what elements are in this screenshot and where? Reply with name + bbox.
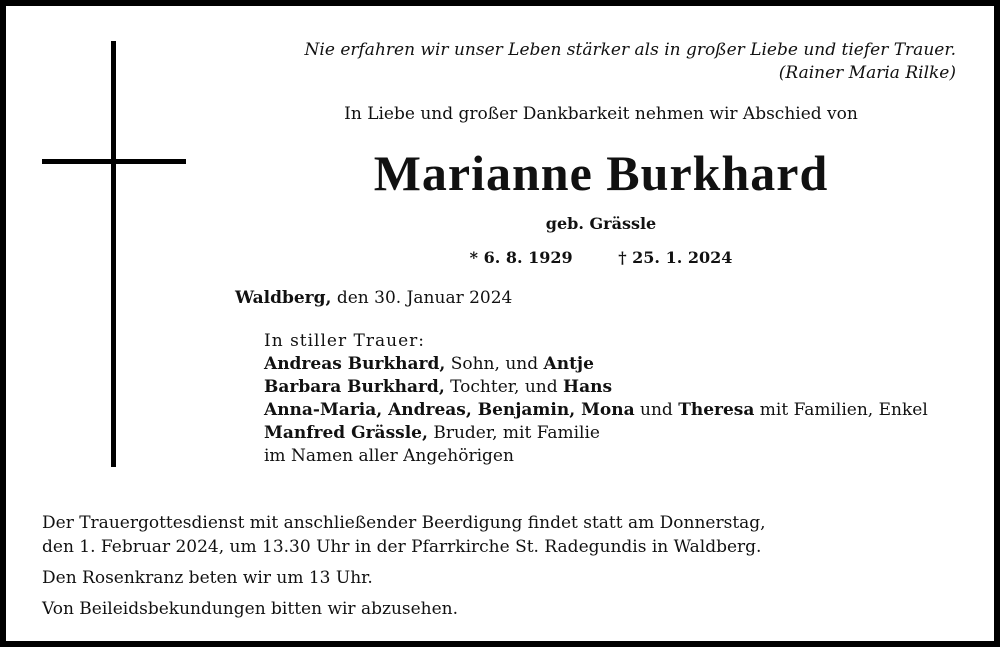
intro-text: In Liebe und großer Dankbarkeit nehmen wir Abschied von — [344, 104, 858, 124]
birth-date: * 6. 8. 1929 — [469, 248, 573, 267]
quote-block — [305, 39, 956, 85]
quote-text: Nie erfahren wir unser Leben stärker als in großer Liebe und tiefer Trauer. — [304, 40, 956, 60]
place-date-line — [235, 288, 512, 308]
mourner-row — [264, 353, 928, 376]
quote-author: (Rainer Maria Rilke) — [778, 63, 956, 83]
service-info — [42, 511, 766, 621]
maiden-name: geb. Grässle — [545, 214, 657, 233]
mourners-heading: In stiller Trauer: — [264, 331, 425, 351]
condolences-line: Von Beileidsbekundungen bitten wir abzusehen. — [42, 599, 459, 619]
mourner-name: Barbara Burkhard, — [264, 377, 445, 397]
mourner-partner: Antje — [543, 354, 594, 374]
place: Waldberg, — [235, 288, 332, 308]
death-date: † 25. 1. 2024 — [618, 248, 733, 267]
cross-vertical-bar — [111, 41, 116, 467]
mourner-name: Manfred Grässle, — [264, 423, 428, 443]
mourners-block — [264, 330, 928, 468]
mourner-row — [264, 399, 928, 422]
mourner-connector: und — [634, 400, 679, 420]
cross-horizontal-bar — [42, 159, 186, 164]
mourner-name: Andreas Burkhard, — [264, 354, 446, 374]
rosary-line: Den Rosenkranz beten wir um 13 Uhr. — [42, 568, 373, 588]
mourner-names: Anna-Maria, Andreas, Benjamin, Mona — [264, 400, 635, 420]
mourners-closing: im Namen aller Angehörigen — [264, 446, 514, 466]
mourner-partner: Hans — [563, 377, 613, 397]
deceased-name: Marianne Burkhard — [373, 145, 829, 201]
mourner-row — [264, 422, 928, 445]
service-line-1: Der Trauergottesdienst mit anschließender Beerdigung findet statt am Donnerstag, — [42, 513, 766, 533]
mourner-relation: mit Familien, Enkel — [754, 400, 928, 420]
mourner-row — [264, 376, 928, 399]
service-line-2: den 1. Februar 2024, um 13.30 Uhr in der Pfarrkirche St. Radegundis in Waldberg. — [42, 537, 762, 557]
mourner-relation: Sohn, und — [445, 354, 544, 374]
mourner-relation: Bruder, mit Familie — [427, 423, 600, 443]
mourner-last-name: Theresa — [678, 400, 755, 420]
life-dates — [246, 248, 956, 267]
date: den 30. Januar 2024 — [331, 288, 513, 308]
mourner-relation: Tochter, und — [444, 377, 564, 397]
